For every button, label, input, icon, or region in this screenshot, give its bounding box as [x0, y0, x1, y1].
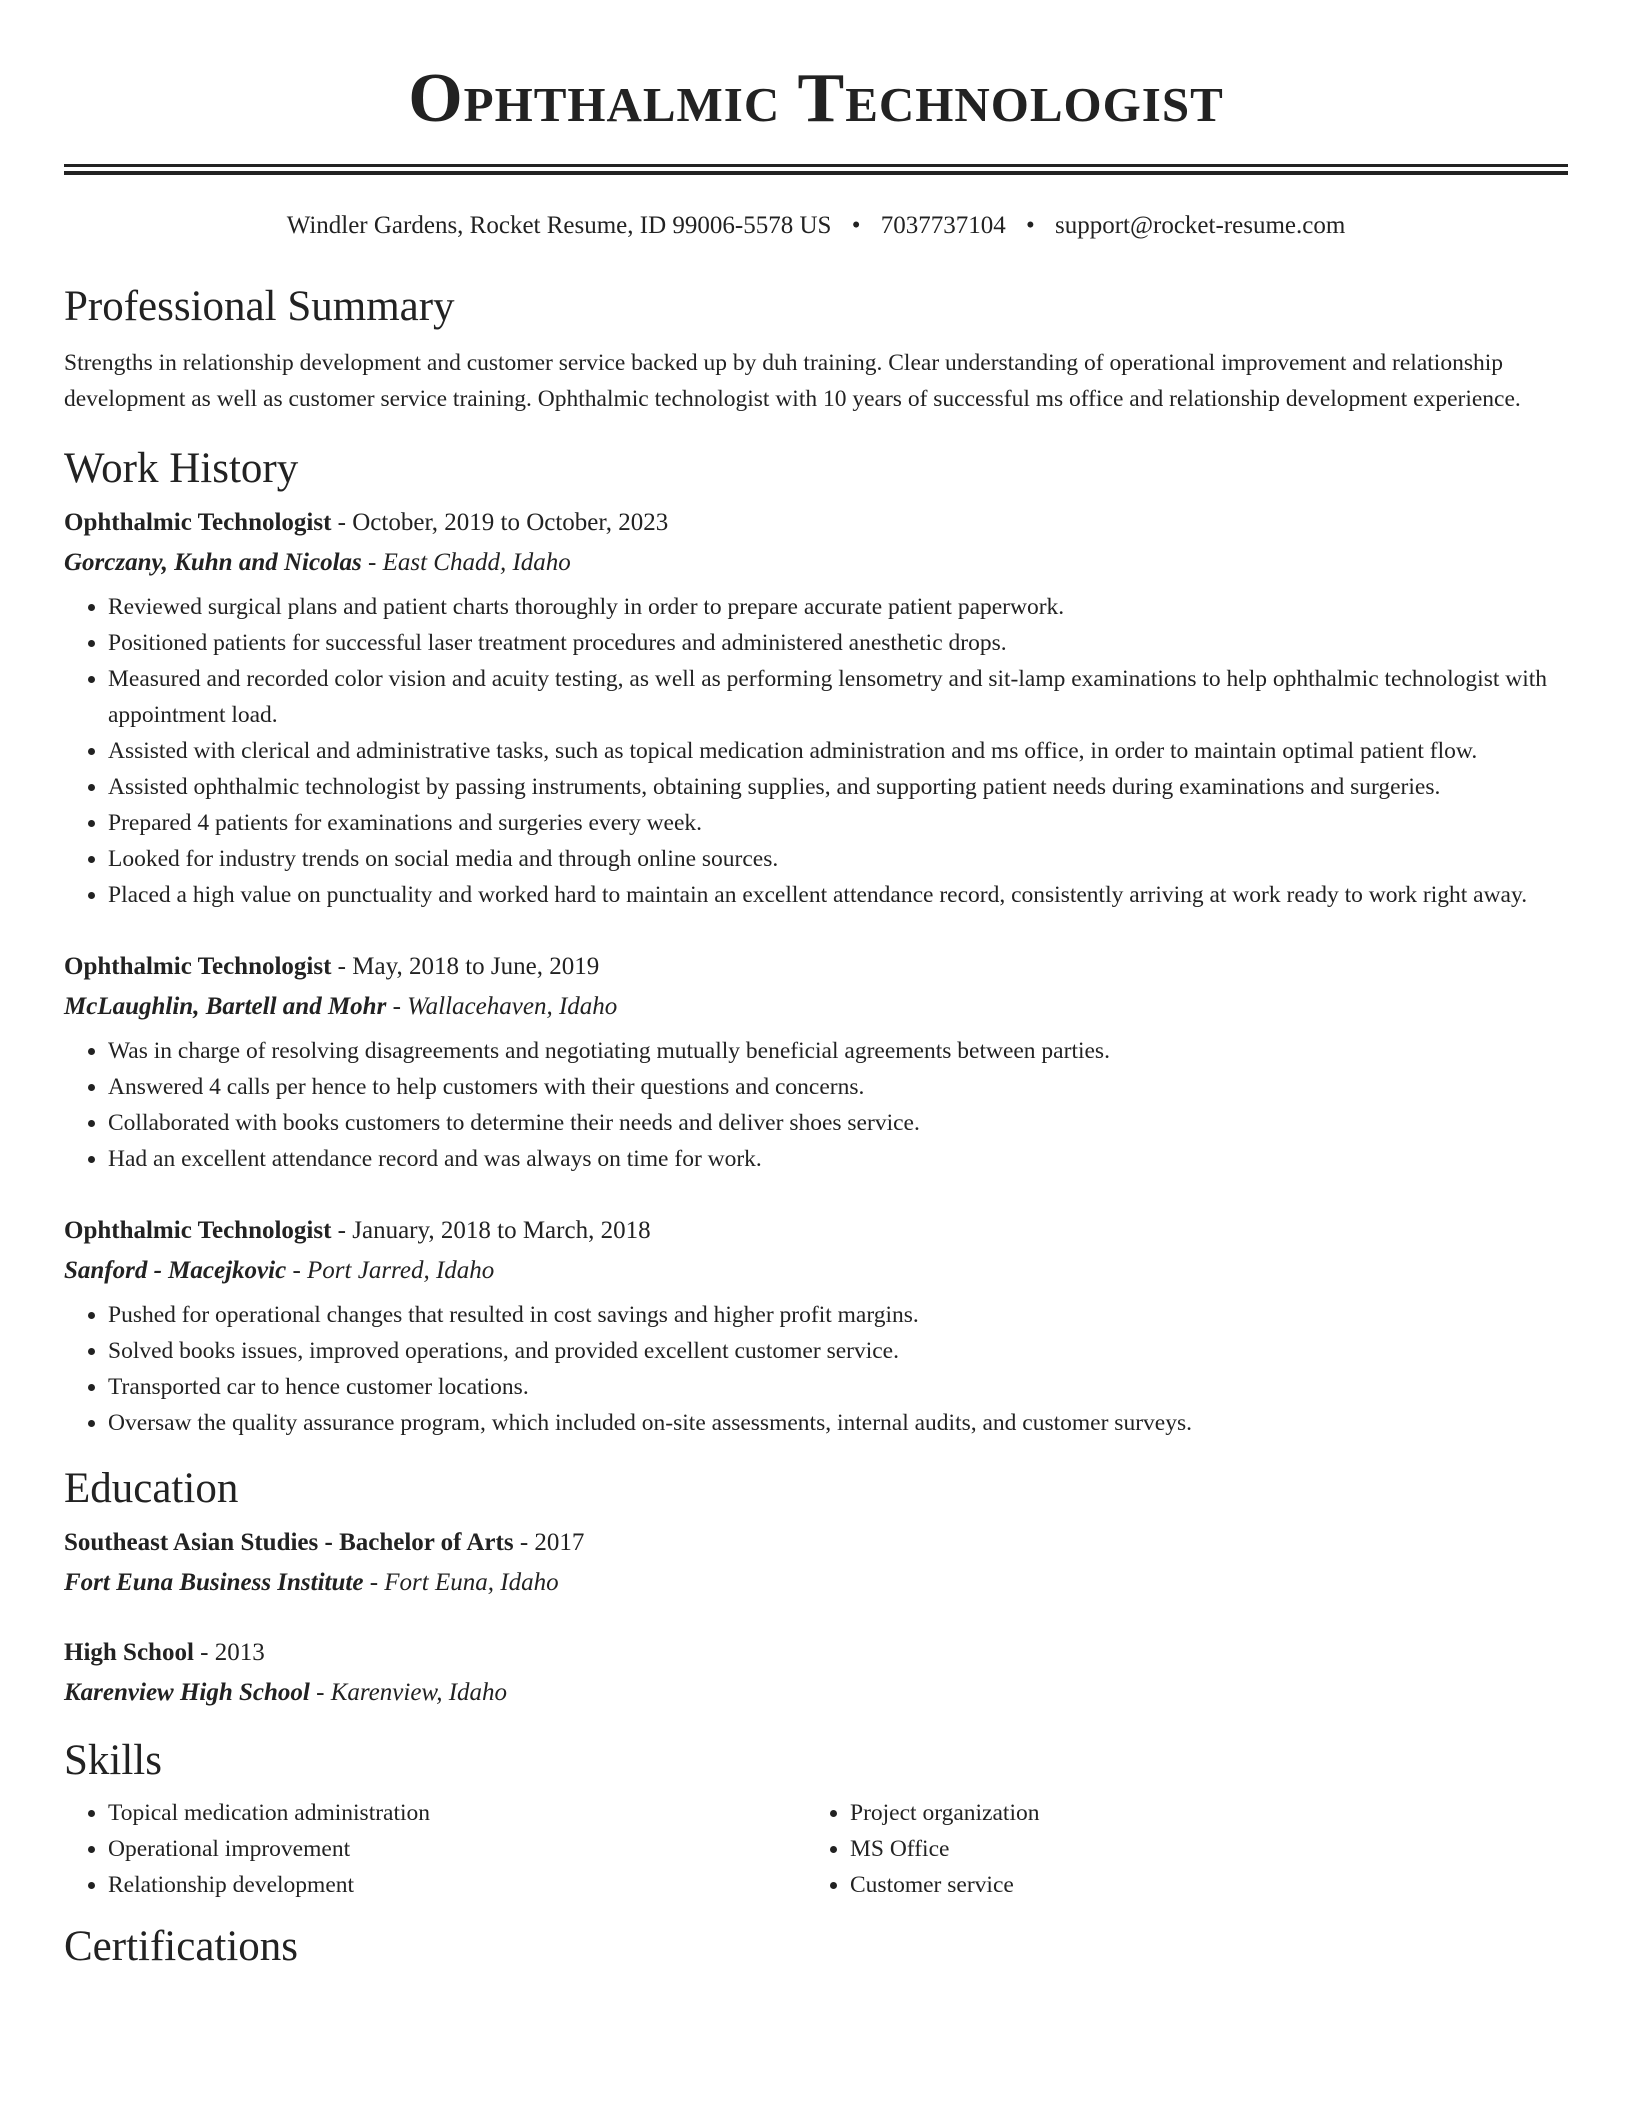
- job-entry: [64, 503, 1568, 913]
- spacer: [64, 1177, 1568, 1211]
- list-item: • Assisted with clerical and administrative tasks, such as topical medication administration and ms office, in order to maintain optimal patient flow.: [108, 733, 1568, 769]
- job-location: - Wallacehaven, Idaho: [386, 993, 618, 1020]
- certifications-heading: Certifications: [64, 1923, 299, 1970]
- summary-heading: Professional Summary: [64, 283, 455, 330]
- job-title: Ophthalmic Technologist: [64, 1217, 332, 1244]
- list-item: • Looked for industry trends on social media and through online sources.: [108, 841, 1568, 877]
- skill-item: • Customer service: [850, 1867, 1568, 1903]
- education-entry: [64, 1523, 1568, 1603]
- job-employer: [64, 543, 1568, 583]
- skills-column-right: [806, 1795, 1568, 1903]
- job-employer: [64, 987, 1568, 1027]
- job-dates: - January, 2018 to March, 2018: [331, 1217, 651, 1244]
- education-location: - Fort Euna, Idaho: [363, 1569, 559, 1596]
- job-employer: [64, 1251, 1568, 1291]
- list-item: • Assisted ophthalmic technologist by passing instruments, obtaining supplies, and supporting patient needs during examinations and surgeries.: [108, 769, 1568, 805]
- skill-item: • MS Office: [850, 1831, 1568, 1867]
- education-degree: High School: [64, 1639, 194, 1666]
- job-dates: - May, 2018 to June, 2019: [331, 953, 600, 980]
- skill-item: • Project organization: [850, 1795, 1568, 1831]
- education-location: - Karenview, Idaho: [309, 1679, 508, 1706]
- education-school-line: [64, 1563, 1568, 1603]
- spacer: [64, 1603, 1568, 1633]
- contact-separator: •: [851, 212, 861, 239]
- education-entry: [64, 1633, 1568, 1713]
- list-item: • Reviewed surgical plans and patient charts thoroughly in order to prepare accurate patient paperwork.: [108, 589, 1568, 625]
- job-company: Gorczany, Kuhn and Nicolas: [64, 549, 362, 576]
- job-header: [64, 1211, 1568, 1251]
- skill-item: • Topical medication administration: [108, 1795, 806, 1831]
- contact-email: support@rocket-resume.com: [1054, 212, 1346, 239]
- list-item: • Solved books issues, improved operations, and provided excellent customer service.: [108, 1333, 1568, 1369]
- list-item: • Pushed for operational changes that resulted in cost savings and higher profit margins.: [108, 1297, 1568, 1333]
- job-bullets: [64, 589, 1568, 913]
- resume-title: Ophthalmic Technologist: [408, 60, 1224, 137]
- education-school: Karenview High School: [64, 1679, 310, 1706]
- education-heading: Education: [64, 1465, 239, 1512]
- job-entry: [64, 1211, 1568, 1441]
- list-item: • Was in charge of resolving disagreements and negotiating mutually beneficial agreements between parties.: [108, 1033, 1568, 1069]
- job-company: Sanford - Macejkovic: [64, 1257, 287, 1284]
- education-year: - 2013: [193, 1639, 265, 1666]
- job-dates: - October, 2019 to October, 2023: [331, 509, 669, 536]
- work-history-heading: Work History: [64, 445, 299, 492]
- education-year: - 2017: [513, 1529, 585, 1556]
- job-header: [64, 947, 1568, 987]
- skill-item: • Operational improvement: [108, 1831, 806, 1867]
- list-item: • Answered 4 calls per hence to help customers with their questions and concerns.: [108, 1069, 1568, 1105]
- education-header: [64, 1633, 1568, 1673]
- job-title: Ophthalmic Technologist: [64, 953, 332, 980]
- title-divider: [64, 164, 1568, 175]
- job-entry: [64, 947, 1568, 1177]
- list-item: • Collaborated with books customers to determine their needs and deliver shoes service.: [108, 1105, 1568, 1141]
- job-company: McLaughlin, Bartell and Mohr: [64, 993, 387, 1020]
- job-location: - Port Jarred, Idaho: [286, 1257, 495, 1284]
- education-school-line: [64, 1673, 1568, 1713]
- skills-column-left: [64, 1795, 806, 1903]
- summary-text: Strengths in relationship development and customer service backed up by duh training. Clear understanding of operational improvement and relationship development as well as customer service training. Ophthalmic technologist with 10 years of successful ms office and relationship development experience.: [64, 350, 1521, 412]
- job-header: [64, 503, 1568, 543]
- education-degree: Southeast Asian Studies - Bachelor of Arts: [64, 1529, 514, 1556]
- list-item: • Transported car to hence customer locations.: [108, 1369, 1568, 1405]
- contact-separator: •: [1025, 212, 1035, 239]
- contact-address: Windler Gardens, Rocket Resume, ID 99006-5578 US: [286, 212, 832, 239]
- skills-list: [64, 1795, 1568, 1903]
- list-item: • Prepared 4 patients for examinations and surgeries every week.: [108, 805, 1568, 841]
- list-item: • Oversaw the quality assurance program, which included on-site assessments, internal audits, and customer surveys.: [108, 1405, 1568, 1441]
- spacer: [64, 913, 1568, 947]
- list-item: • Positioned patients for successful laser treatment procedures and administered anesthetic drops.: [108, 625, 1568, 661]
- list-item: • Placed a high value on punctuality and worked hard to maintain an excellent attendance record, consistently arriving at work ready to work right away.: [108, 877, 1568, 913]
- skills-heading: Skills: [64, 1737, 162, 1784]
- contact-line: [64, 209, 1568, 243]
- education-school: Fort Euna Business Institute: [64, 1569, 364, 1596]
- list-item: • Measured and recorded color vision and acuity testing, as well as performing lensometry and sit-lamp examinations to help ophthalmic technologist with appointment load.: [108, 661, 1568, 733]
- job-title: Ophthalmic Technologist: [64, 509, 332, 536]
- list-item: • Had an excellent attendance record and was always on time for work.: [108, 1141, 1568, 1177]
- contact-phone: 7037737104: [880, 212, 1006, 239]
- job-bullets: [64, 1033, 1568, 1177]
- job-bullets: [64, 1297, 1568, 1441]
- education-header: [64, 1523, 1568, 1563]
- skill-item: • Relationship development: [108, 1867, 806, 1903]
- job-location: - East Chadd, Idaho: [361, 549, 571, 576]
